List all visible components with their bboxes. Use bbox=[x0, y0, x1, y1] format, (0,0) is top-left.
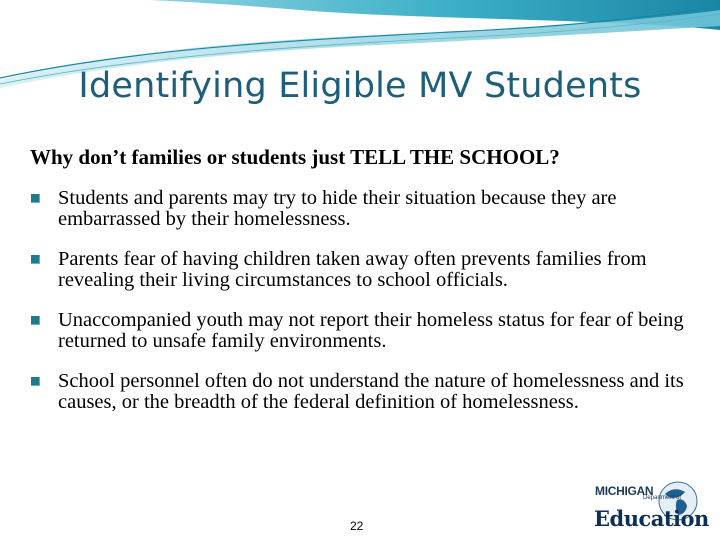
slide-title: Identifying Eligible MV Students bbox=[78, 66, 642, 106]
michigan-education-logo bbox=[593, 484, 709, 534]
page-number: 22 bbox=[350, 519, 364, 533]
bullet-item bbox=[30, 371, 695, 413]
bullet-item bbox=[30, 310, 695, 352]
bullet-text: School personnel often do not understand the nature of homelessness and its causes, or the breadth of the federal definition of homelessness. bbox=[58, 370, 684, 413]
logo-education-text: Education bbox=[594, 506, 709, 531]
square-bullet-icon bbox=[31, 377, 40, 386]
subheading: Why don’t families or students just TELL THE SCHOOL? bbox=[30, 145, 560, 169]
bullet-text: Parents fear of having children taken away often prevents families from revealing their living circumstances to school officials. bbox=[58, 248, 647, 291]
bullet-text: Unaccompanied youth may not report their homeless status for fear of being returned to unsafe family environments. bbox=[58, 309, 684, 352]
bullet-text: Students and parents may try to hide their situation because they are embarrassed by their homelessness. bbox=[58, 187, 617, 230]
bullet-list bbox=[30, 188, 695, 432]
logo-michigan-text: MICHIGAN bbox=[595, 484, 654, 498]
square-bullet-icon bbox=[31, 316, 40, 325]
bullet-item bbox=[30, 249, 695, 291]
square-bullet-icon bbox=[31, 194, 40, 203]
bullet-item bbox=[30, 188, 695, 230]
square-bullet-icon bbox=[31, 255, 40, 264]
logo-department-text: Department of bbox=[643, 495, 682, 501]
